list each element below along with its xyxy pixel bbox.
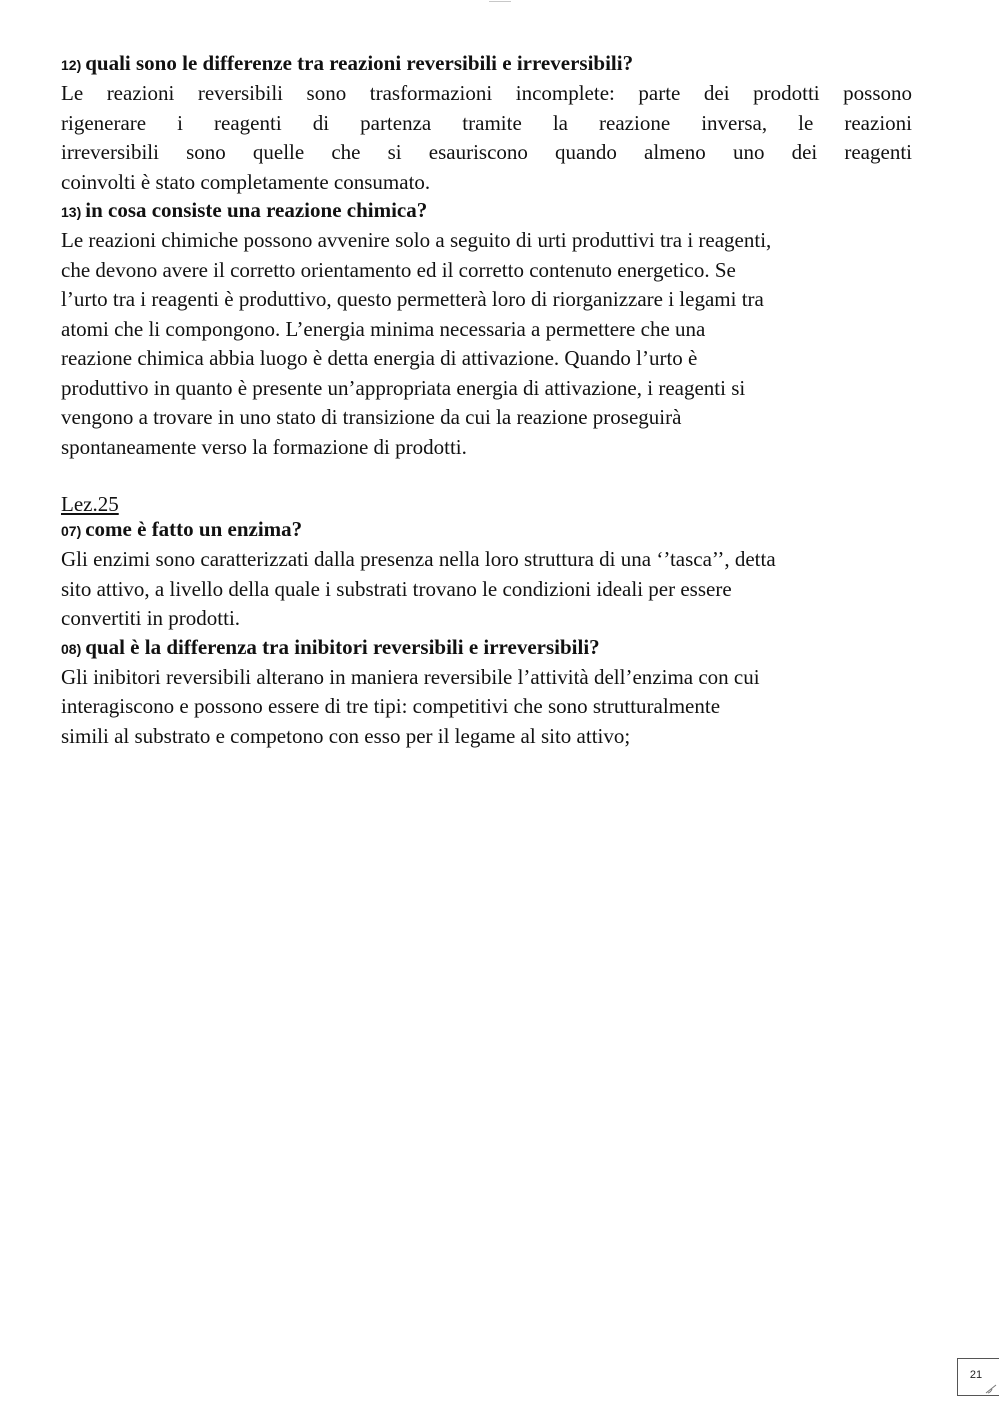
answer-07: [61, 545, 941, 634]
answer-line: simili al substrato e competono con esso per il legame al sito attivo;: [61, 723, 631, 748]
answer-line: interagiscono e possono essere di tre tipi: competitivi che sono strutturalmente: [61, 694, 721, 718]
question-number: 07): [61, 523, 82, 539]
answer-line: Gli inibitori reversibili alterano in maniera reversibile l’attività dell’enzima con cui: [61, 664, 760, 689]
answer-line: convertiti in prodotti.: [61, 606, 241, 630]
question-08-heading: [61, 634, 941, 663]
document-body: [61, 50, 941, 751]
header-mark: [489, 1, 511, 4]
question-13-heading: [61, 197, 941, 226]
answer-line: atomi che li compongono. L’energia minima necessaria a permettere che una: [61, 316, 706, 341]
answer-line: Le reazioni chimiche possono avvenire solo a seguito di urti produttivi tra i reagenti,: [61, 228, 772, 252]
answer-line: sito attivo, a livello della quale i substrati trovano le condizioni ideali per essere: [61, 576, 732, 601]
answer-line: Le reazioni reversibili sono trasformazioni incomplete: parte dei prodotti possono: [61, 81, 912, 105]
answer-line: vengono a trovare in uno stato di transizione da cui la reazione proseguirà: [61, 405, 682, 429]
answer-line: spontaneamente verso la formazione di prodotti.: [61, 434, 467, 459]
question-number: 12): [61, 57, 82, 73]
answer-line: rigenerare i reagenti di partenza tramite la reazione inversa, le reazioni: [61, 110, 912, 135]
question-title: in cosa consiste una reazione chimica?: [85, 198, 428, 222]
answer-08: [61, 663, 941, 752]
question-title: quali sono le differenze tra reazioni reversibili e irreversibili?: [85, 51, 634, 75]
page-curl-icon: [985, 1384, 997, 1394]
question-number: 08): [61, 640, 82, 657]
answer-line: irreversibili sono quelle che si esauriscono quando almeno uno dei reagenti: [61, 140, 912, 164]
answer-line: che devono avere il corretto orientamento ed il corretto contenuto energetico. Se: [61, 257, 736, 282]
question-title: qual è la differenza tra inibitori reversibili e irreversibili?: [85, 634, 600, 659]
answer-line: coinvolti è stato completamente consumato.: [61, 169, 431, 194]
answer-line: reazione chimica abbia luogo è detta energia di attivazione. Quando l’urto è: [61, 346, 698, 370]
answer-12: [61, 79, 912, 197]
answer-line: l’urto tra i reagenti è produttivo, questo permetterà loro di riorganizzare i legami tra: [61, 287, 764, 311]
answer-line: Gli enzimi sono caratterizzati dalla presenza nella loro struttura di una ‘’tasca’’, detta: [61, 547, 776, 571]
section-title: Lez.25: [61, 492, 119, 516]
question-number: 13): [61, 204, 82, 220]
question-07-heading: [61, 516, 941, 545]
page-number: 21: [969, 1369, 983, 1381]
question-title: come è fatto un enzima?: [85, 517, 303, 541]
answer-line: produttivo in quanto è presente un’appropriata energia di attivazione, i reagenti si: [61, 375, 746, 400]
answer-13: [61, 226, 941, 462]
question-12-heading: [61, 50, 941, 79]
section-spacer: [61, 462, 941, 492]
